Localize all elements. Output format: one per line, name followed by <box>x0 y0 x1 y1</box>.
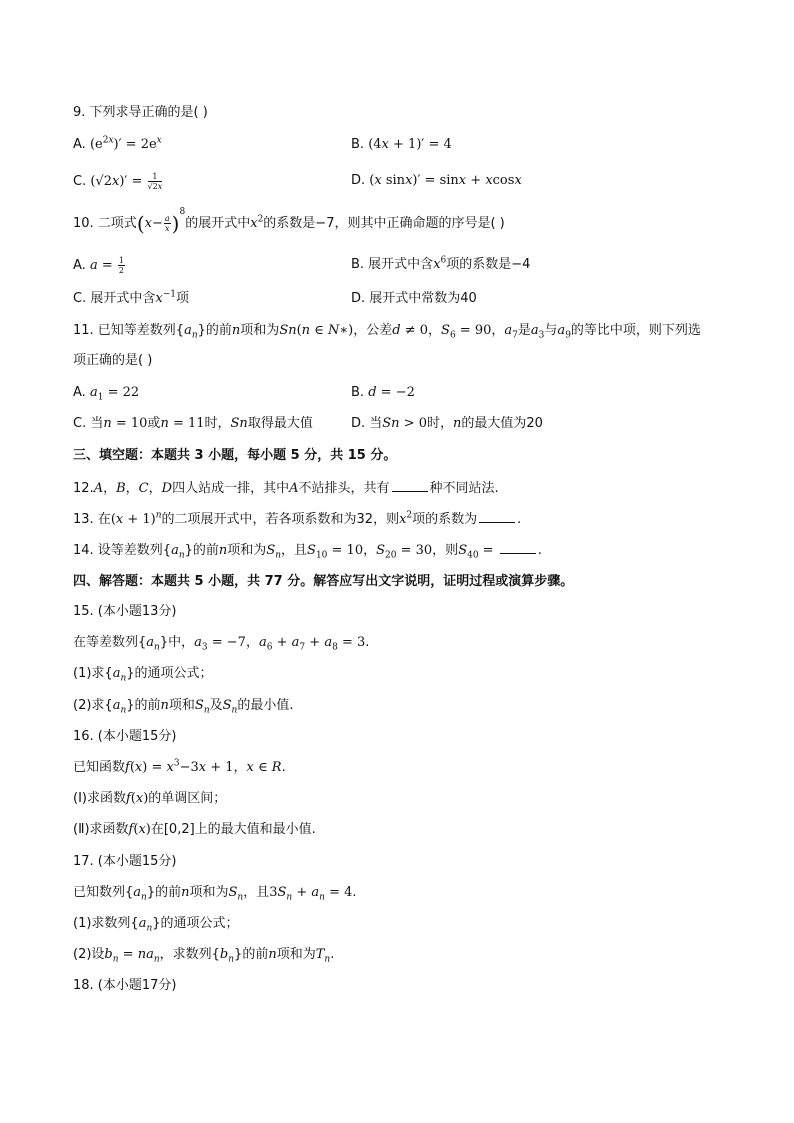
q15-stem: 在等差数列$\{a_n\}$中，$a_3 = -7$，$a_6 + a_7 + a_8 = 3$. <box>73 635 370 653</box>
q11-stem-line1: 11. 已知等差数列$\{a_n\}$的前n项和为Sn(n ∈ N∗)，公差d ≠ 0，$S_6 = 90$，$a_7$是$a_3$与$a_9$的等比中项，则下列选 <box>73 323 701 341</box>
q10-option-d: D. 展开式中常数为40 <box>351 291 477 306</box>
q16-stem: 已知函数$f(x) = x^3-3x + 1$，x ∈ R. <box>73 758 286 775</box>
q9-option-a: A. $(e^{2x})' = 2e^x$ <box>73 135 162 152</box>
q9-stem: 9. 下列求导正确的是( ) <box>73 105 208 120</box>
q10-option-b: B. 展开式中含$x^6$项的系数是−4 <box>351 255 531 272</box>
q17-part-1: (1)求数列$\{a_n\}$的通项公式； <box>73 916 239 934</box>
q17-stem: 已知数列$\{a_n\}$的前n项和为$S_n$，且$3S_n + a_n = 4$. <box>73 885 357 903</box>
q18-head: 18. (本小题17分) <box>73 978 177 993</box>
q16-head: 16. (本小题15分) <box>73 729 177 744</box>
q13-stem: 13. 在$(x + 1)^n$的二项展开式中，若各项系数和为32，则$x^2$项的系数为 . <box>73 510 522 527</box>
q11-option-c: C. 当n = 10或n = 11时，Sn取得最大值 <box>73 416 313 431</box>
q16-part-2: (Ⅱ)求函数f(x)在[0,2]上的最大值和最小值. <box>73 822 316 837</box>
answer-blank <box>479 510 515 523</box>
q15-part-1: (1)求$\{a_n\}$的通项公式； <box>73 666 213 684</box>
q11-option-b: B. d = −2 <box>351 385 415 400</box>
section-solve-title: 四、解答题：本题共 5 小题，共 77 分。解答应写出文字说明，证明过程或演算步骤。 <box>73 574 574 589</box>
q9-option-b: B. (4x + 1)′ = 4 <box>351 137 452 152</box>
answer-blank <box>500 541 536 554</box>
q11-option-a: A. $a_1 = 22$ <box>73 385 140 403</box>
q10-option-c: C. 展开式中含$x^{-1}$项 <box>73 289 189 306</box>
answer-blank <box>392 479 428 492</box>
q15-part-2: (2)求$\{a_n\}$的前n项和$S_n$及$S_n$的最小值. <box>73 698 294 716</box>
q14-stem: 14. 设等差数列$\{a_n\}$的前n项和为$S_n$，且$S_{10} = 10$，$S_{20} = 30$，则$S_{40}$ = . <box>73 543 542 561</box>
q12-stem: 12.A，B，C，D四人站成一排，其中A不站排头，共有 种不同站法. <box>73 481 499 496</box>
q11-stem-line2: 项正确的是( ) <box>73 353 153 368</box>
section-fill-in-title: 三、填空题：本题共 3 小题，每小题 5 分，共 15 分。 <box>73 448 397 463</box>
q9-option-d: D. (x sinx)′ = sinx + xcosx <box>351 173 522 188</box>
q16-part-1: (Ⅰ)求函数f(x)的单调区间； <box>73 791 227 806</box>
q17-part-2: (2)设$b_n = na_n$，求数列$\{b_n\}$的前n项和为$T_n$. <box>73 947 335 965</box>
q10-option-a: A. a = $\frac{1}{2}$ <box>73 256 124 275</box>
q10-stem: 10. 二项式(x− $\frac{a}{x}$ )$^8$的展开式中$x^2$的系数是−7，则其中正确命题的序号是( ) <box>73 206 505 236</box>
q9-option-c: C. (√2x)′ = $\frac{1}{√2x}$ <box>73 172 163 191</box>
q11-option-d: D. 当Sn > 0时，n的最大值为20 <box>351 416 543 431</box>
q15-head: 15. (本小题13分) <box>73 604 177 619</box>
q17-head: 17. (本小题15分) <box>73 854 177 869</box>
